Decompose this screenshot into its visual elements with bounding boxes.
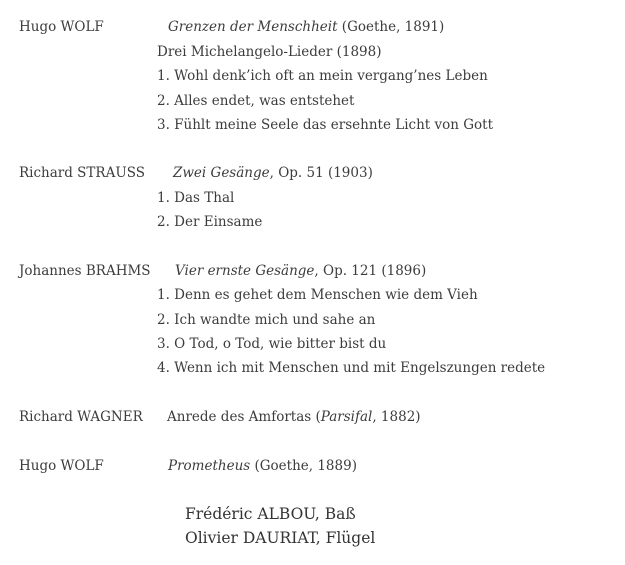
song-item: 1. Das Thal bbox=[157, 190, 235, 206]
work-title-rest: , 1882) bbox=[372, 409, 421, 425]
work-title-rest: (Goethe, 1889) bbox=[250, 458, 357, 474]
composer-name: Hugo WOLF bbox=[19, 19, 104, 35]
work-title-italic: Vier ernste Gesänge bbox=[175, 263, 315, 279]
work-title bbox=[167, 408, 421, 426]
song-item: 1. Wohl denk’ich oft an mein vergang’nes Leben bbox=[157, 68, 488, 84]
song-item: 4. Wenn ich mit Menschen und mit Engelszungen redete bbox=[157, 360, 546, 376]
performer-piano: Olivier DAURIAT, Flügel bbox=[185, 529, 376, 547]
song-item: 2. Ich wandte mich und sahe an bbox=[157, 312, 376, 328]
work-title-rest: , Op. 121 (1896) bbox=[314, 263, 427, 279]
composer-name: Hugo WOLF bbox=[19, 458, 104, 474]
work-title bbox=[175, 262, 426, 280]
song-item: 3. O Tod, o Tod, wie bitter bist du bbox=[157, 336, 387, 352]
song-item: 3. Fühlt meine Seele das ersehnte Licht von Gott bbox=[157, 117, 493, 133]
composer-name: Richard STRAUSS bbox=[19, 165, 145, 181]
work-title-prefix: Anrede des Amfortas ( bbox=[167, 409, 321, 425]
song-item: 1. Denn es gehet dem Menschen wie dem Vieh bbox=[157, 287, 478, 303]
song-item: 2. Der Einsame bbox=[157, 214, 263, 230]
sub-line: Drei Michelangelo-Lieder (1898) bbox=[157, 44, 382, 60]
work-title-italic: Grenzen der Menschheit bbox=[168, 19, 338, 35]
work-title bbox=[168, 18, 444, 36]
work-title-italic: Parsifal bbox=[320, 409, 373, 425]
work-title bbox=[173, 164, 373, 182]
work-title-italic: Zwei Gesänge bbox=[173, 165, 270, 181]
work-title-italic: Prometheus bbox=[168, 458, 251, 474]
work-title-rest: (Goethe, 1891) bbox=[337, 19, 445, 35]
work-title bbox=[168, 457, 357, 475]
song-item: 2. Alles endet, was entstehet bbox=[157, 93, 355, 109]
composer-name: Richard WAGNER bbox=[19, 409, 143, 425]
composer-name: Johannes BRAHMS bbox=[19, 263, 151, 279]
performer-bass: Frédéric ALBOU, Baß bbox=[185, 505, 356, 523]
work-title-rest: , Op. 51 (1903) bbox=[269, 165, 373, 181]
